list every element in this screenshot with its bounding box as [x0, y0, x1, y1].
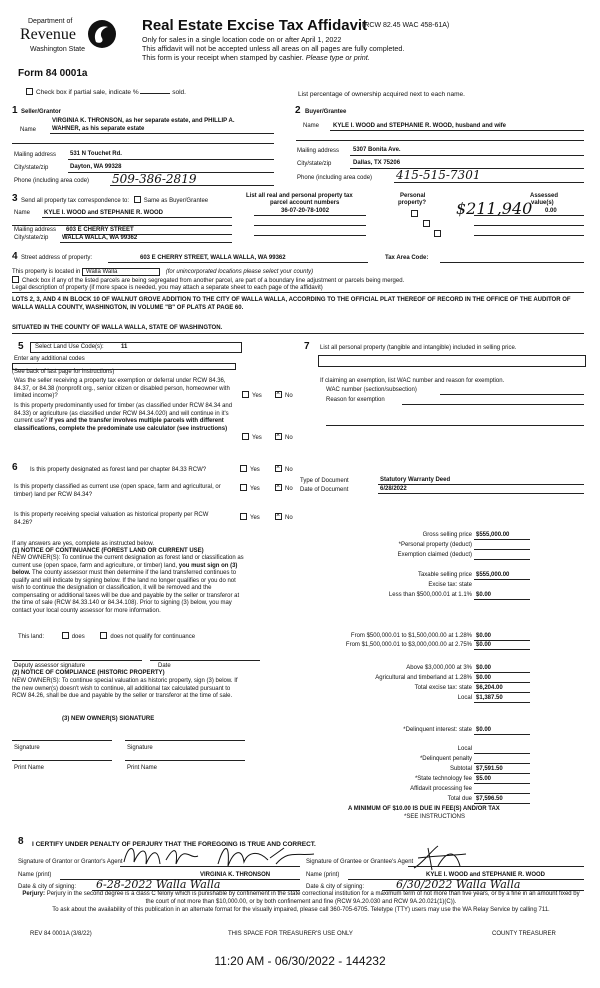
exemption-wac-heading: If claiming an exemption, list WAC number and reason for exemption. [320, 378, 505, 384]
owner-print-label-1: Print Name [14, 765, 45, 771]
if-yes-instruction: If any answers are yes, complete as instructed below. [12, 541, 155, 547]
taxable-underline [474, 579, 530, 580]
technology-fee-value[interactable]: $5.00 [476, 776, 492, 782]
seller-extra-line-1 [12, 143, 274, 144]
perjury-bold: Perjury: [22, 891, 46, 897]
tax-calculation [280, 530, 584, 830]
forest-yes [240, 466, 260, 473]
notice-continuance-text-2: The county assessor must then determine if the land transferred continues to qualify and will indicate by signing below. If the land no longer qualifies or you do not wish to continue the designation or classification, it will be removed and the compensating or additional taxes will be due and payable by the seller or transferor at the time of sale (RCW 84.33.140 or 84.34.108). Prior to signing (3) below, you may contact your local county assessor for more information. [12, 570, 240, 614]
correspondence-row [21, 197, 208, 204]
segregated-parcels-checkbox[interactable] [12, 276, 19, 283]
tier-4-label: Above $3,000,000 at 3% [406, 665, 472, 671]
forest-land-question: Is this property designated as forest land per chapter 84.33 RCW? [30, 467, 207, 473]
personal-checkbox-1[interactable] [411, 210, 418, 217]
seller-mailing-underline [68, 159, 274, 160]
technology-fee-underline [474, 783, 530, 784]
partial-sale-row [26, 89, 186, 96]
interest-state-underline [474, 734, 530, 735]
correspondence-city-label: City/state/zip [14, 235, 49, 241]
exemption-yes-label: Yes [252, 393, 262, 400]
exemption-yes [242, 392, 262, 399]
tax-area-code-underline [440, 262, 584, 263]
type-of-document-label: Type of Document [300, 478, 349, 484]
owner-signature-label-1: Signature [14, 745, 40, 751]
seller-name-label: Name [20, 127, 37, 133]
parcel-line-3 [254, 235, 366, 236]
personal-heading-2: property? [398, 200, 427, 206]
current-use-yes-label: Yes [250, 486, 260, 493]
dor-logo [18, 16, 128, 64]
county-select[interactable]: Walla Walla [82, 268, 160, 276]
buyer-mailing-underline [350, 155, 584, 156]
grantor-date-city-value[interactable]: 6-28-2022 Walla Walla [96, 878, 221, 891]
grantee-date-city-label: Date & city of signing: [306, 884, 365, 890]
notice-compliance-title: (2) NOTICE OF COMPLIANCE (HISTORIC PROPERTY) [12, 670, 165, 676]
forest-yes-label: Yes [250, 467, 260, 474]
taxable-price-label: Taxable selling price [417, 572, 472, 578]
same-as-buyer-checkbox[interactable] [134, 196, 141, 203]
alternate-format-notice: To ask about the availability of this publication in an alternate format for the visually impaired, please call 360-705-6705. Teletype (TTY) users may use the WA Relay Service by calling 711. [52, 907, 550, 913]
logo-text-department: Department of [28, 18, 73, 25]
total-due-value[interactable]: $7,596.50 [476, 796, 503, 802]
partial-sale-checkbox[interactable] [26, 88, 33, 95]
located-in-label: This property is located in [12, 269, 81, 275]
forest-no [275, 466, 293, 473]
historical-question: Is this property receiving special valuation as historical property per RCW 84.26? [14, 512, 209, 526]
total-state-value[interactable]: $6,204.00 [476, 685, 503, 691]
segregated-parcels-row [12, 277, 404, 284]
forest-no-label: No [285, 467, 293, 474]
located-in-row [12, 268, 313, 276]
interest-state-label: *Delinquent interest: state [403, 727, 472, 733]
buyer-mailing-value[interactable]: 5307 Bonita Ave. [353, 147, 401, 153]
section-3-number: 3 [12, 193, 18, 204]
buyer-heading: Buyer/Grantee [305, 109, 347, 115]
form-subtitle-2: This affidavit will not be accepted unless all areas on all pages are fully completed. [142, 44, 405, 53]
timber-yes [242, 434, 262, 441]
penalty-label: *Delinquent penalty [419, 756, 472, 762]
deputy-date-label: Date [158, 663, 171, 669]
processing-fee-underline[interactable] [474, 793, 530, 794]
tier-4-underline [474, 672, 530, 673]
subtotal-label: Subtotal [449, 766, 472, 772]
seller-city-value[interactable]: Dayton, WA 99328 [70, 164, 122, 170]
local-tax-label: Local [457, 695, 472, 701]
correspondence-city-underline [60, 242, 232, 243]
form-rcw: (RCW 82.45 WAC 458-61A) [362, 22, 450, 29]
exemption-deduct-underline[interactable] [474, 559, 530, 560]
exemption-reason-label: Reason for exemption [326, 397, 385, 403]
seller-mailing-value[interactable]: 531 N Touchet Rd. [70, 151, 122, 157]
technology-fee-label: *State technology fee [414, 776, 472, 782]
treasurer-space-note: THIS SPACE FOR TREASURER'S USE ONLY [228, 931, 353, 937]
current-use-question: Is this property classified as current use (open space, farm and agricultural, or timber) land per RCW 84.34? [14, 484, 221, 498]
buyer-name-label: Name [303, 123, 320, 129]
tax-area-code-label: Tax Area Code: [385, 255, 429, 261]
correspondence-mailing-value[interactable]: 603 E CHERRY STREET [66, 227, 134, 233]
grantee-signature[interactable] [410, 842, 470, 872]
buyer-mailing-label: Mailing address [297, 148, 340, 154]
this-land-label: This land: [18, 634, 45, 641]
exemption-question: Was the seller receiving a property tax exemption or deferral under RCW 84.36, 84.37, or 84.38 (nonprofit org., senior citizen or disabled person, homeowner with limited income)? [14, 378, 230, 399]
tier-2-value[interactable]: $0.00 [476, 633, 492, 639]
current-use-no [275, 485, 293, 492]
timber-question [14, 403, 239, 433]
seller-heading: Seller/Grantor [21, 109, 62, 115]
grantor-signature-label: Signature of Grantor or Grantor's Agent [18, 859, 123, 865]
exemption-deduct-label: Exemption claimed (deduct) [397, 552, 472, 558]
section-1-number: 1 [12, 105, 18, 116]
section-4-number: 4 [12, 251, 18, 262]
taxable-price-value[interactable]: $555,000.00 [476, 572, 510, 578]
dor-swirl-icon [86, 18, 118, 50]
street-address-label: Street address of property: [21, 255, 93, 261]
excise-state-label: Excise tax: state [428, 582, 472, 588]
assessed-line-1 [474, 215, 584, 216]
see-back-note: (See back of last page for instructions) [12, 369, 115, 375]
personal-checkbox-2[interactable] [423, 220, 430, 227]
interest-state-value[interactable]: $0.00 [476, 727, 492, 733]
certify-statement: I CERTIFY UNDER PENALTY OF PERJURY THAT THE FOREGOING IS TRUE AND CORRECT. [32, 841, 316, 848]
total-state-label: Total excise tax: state [414, 685, 472, 691]
tier-1-value[interactable]: $0.00 [476, 592, 492, 598]
timber-question-note: If yes and the transfer involves multiple parcels with different classifications, complete the predominate use calculator (see instructions) [14, 418, 228, 432]
grantee-signature-label: Signature of Grantee or Grantee's Agent [306, 859, 414, 865]
buyer-name-underline [330, 130, 584, 131]
owner-signature-line-2[interactable] [125, 740, 245, 741]
grantee-name-print-label: Name (print) [306, 872, 340, 878]
deputy-signature-line[interactable] [12, 660, 142, 661]
perjury-text: Perjury in the second degree is a class C felony which is punishable by confinement in the state correctional institution for a maximum term of not more than five years, or by a fine in an amount fixed by the court of not more than $10,000.00, or by both confinement and fine (RCW 9A.20.030 and RCW 9A.20.021(1)(C)). [46, 891, 580, 905]
interest-local-label: Local [457, 746, 472, 752]
notice-continuance-title: (1) NOTICE OF CONTINUANCE (FOREST LAND OR CURRENT USE) [12, 548, 204, 554]
grantee-name-print-value[interactable]: KYLE I. WOOD and STEPHANIE R. WOOD [426, 872, 546, 878]
gross-underline [474, 539, 530, 540]
historical-yes-label: Yes [250, 515, 260, 522]
correspondence-city-value[interactable]: WALLA WALLA, WA 99362 [62, 235, 138, 241]
parcel-number-1[interactable]: 36-07-20-78-1002 [281, 208, 330, 214]
exemption-no [275, 392, 293, 399]
gross-price-label: Gross selling price [422, 532, 472, 538]
historical-yes-checkbox[interactable] [240, 513, 247, 520]
subtotal-underline [474, 773, 530, 774]
partial-sale-sold-text: sold. [172, 89, 186, 97]
historical-yes [240, 514, 260, 521]
buyer-city-value[interactable]: Dallas, TX 75206 [353, 160, 401, 166]
current-use-yes [240, 485, 260, 492]
parcel-heading-1: List all real and personal property tax [246, 193, 353, 199]
owner-signature-label-2: Signature [127, 745, 153, 751]
exemption-no-checkbox[interactable] [275, 391, 282, 398]
assessed-handwritten-value: $211,940 [456, 199, 533, 218]
historical-no [275, 514, 293, 521]
grantor-date-city-label: Date & city of signing: [18, 884, 77, 890]
see-instructions-note: *SEE INSTRUCTIONS [404, 814, 466, 820]
tier-3-label: From $1,500,000.01 to $3,000,000.00 at 2.75% [345, 642, 472, 648]
exemption-reason-underline[interactable] [402, 404, 584, 405]
street-address-underline [108, 262, 368, 263]
land-use-select[interactable] [30, 342, 242, 353]
total-due-underline [474, 803, 530, 804]
legal-bottom-line [12, 333, 584, 334]
notice-continuance-bold: you must sign on (3) below. [12, 562, 238, 576]
notice-compliance-body: NEW OWNER(S): To continue special valuation as historic property, sign (3) below. If the new owner(s) doesn't wish to continue, all additional tax calculated pursuant to RCW 84.26, shall be due and payable by the seller or transferor at the time of sale. [12, 678, 238, 699]
personal-property-heading: List all personal property (tangible and intangible) included in selling price. [320, 345, 517, 351]
street-address-value[interactable]: 603 E CHERRY STREET, WALLA WALLA, WA 99362 [140, 255, 286, 261]
land-does-checkbox[interactable] [62, 632, 69, 639]
section-7-number: 7 [304, 341, 310, 352]
total-due-label: Total due [447, 796, 472, 802]
buyer-phone-underline [394, 182, 584, 183]
notice-continuance-text-1: NEW OWNER(S): To continue the current designation as forest land or classification as current use (open space, farm and agriculture, or timber) land, [12, 555, 244, 569]
type-of-document-underline [378, 484, 584, 485]
owner-print-label-2: Print Name [127, 765, 158, 771]
current-use-yes-checkbox[interactable] [240, 484, 247, 491]
correspondence-name-value[interactable]: KYLE I. WOOD and STEPHANIE R. WOOD [44, 210, 164, 216]
assessed-value-1[interactable]: 0.00 [545, 208, 557, 214]
current-use-no-checkbox[interactable] [275, 484, 282, 491]
buyer-name-value[interactable]: KYLE I. WOOD and STEPHANIE R. WOOD, husband and wife [333, 123, 507, 129]
wac-number-label: WAC number (section/subsection) [326, 387, 417, 393]
segregated-parcels-text: Check box if any of the listed parcels are being segregated from another parcel, are part of a boundary line adjustment or parcels being merged. [22, 278, 405, 285]
subtotal-value[interactable]: $7,591.50 [476, 766, 503, 772]
section-5-number: 5 [18, 341, 24, 352]
seller-city-label: City/state/zip [14, 165, 49, 171]
timber-question-text: Is this property predominantly used for timber (as classified under RCW 84.34 and 84.33) or agriculture (as classified under RCW 84.34.020) and will continue in it's current use? [14, 403, 233, 424]
form-subtitle-3 [142, 53, 370, 62]
local-tax-value[interactable]: $1,387.50 [476, 695, 503, 701]
historical-no-checkbox[interactable] [275, 513, 282, 520]
timber-no-checkbox[interactable] [275, 433, 282, 440]
tier-3-underline [474, 649, 530, 650]
date-of-document-underline [378, 493, 584, 494]
this-land-row [18, 633, 195, 640]
land-does-not-checkbox[interactable] [100, 632, 107, 639]
grantor-name-print-label: Name (print) [18, 872, 52, 878]
tier-4-value[interactable]: $0.00 [476, 665, 492, 671]
ownership-note: List percentage of ownership acquired next to each name. [298, 91, 465, 98]
personal-deduct-underline[interactable] [474, 549, 530, 550]
grantor-signature-line [120, 866, 300, 867]
additional-codes-label: Enter any additional codes [14, 356, 85, 362]
legal-description-label: Legal description of property (if more space is needed, you may attach a separate sheet to each page of the affidavit) [12, 285, 323, 291]
logo-text-state: Washington State [30, 46, 85, 53]
assessed-line-3 [474, 235, 584, 236]
correspondence-heading: Send all property tax correspondence to: [21, 198, 130, 205]
timber-no-label: No [285, 435, 293, 442]
deputy-signature-label: Deputy assessor signature [14, 663, 86, 669]
tier-5-underline [474, 682, 530, 683]
personal-deduct-label: *Personal property (deduct) [398, 542, 472, 548]
processing-fee-label: Affidavit processing fee [410, 786, 472, 792]
buyer-extra-line-1 [296, 140, 584, 141]
exemption-yes-checkbox[interactable] [242, 391, 249, 398]
seller-phone-underline [110, 185, 274, 186]
seller-name-line-2[interactable]: WAHNER, as his separate estate [52, 126, 145, 132]
county-treasurer-label: COUNTY TREASURER [492, 931, 556, 937]
cashier-stamp: 11:20 AM - 06/30/2022 - 144232 [214, 954, 386, 968]
gross-price-value[interactable]: $555,000.00 [476, 532, 510, 538]
owner-print-line-2[interactable] [125, 760, 245, 761]
same-as-buyer-label: Same as Buyer/Grantee [143, 198, 209, 205]
seller-name-line-1[interactable]: VIRGINIA K. THRONSON, as her separate estate, and PHILLIP A. [52, 118, 235, 124]
partial-sale-percent-field[interactable] [140, 93, 170, 94]
partial-sale-text: Check box if partial sale, indicate % [36, 89, 139, 97]
assessed-line-2 [474, 225, 584, 226]
minimum-due-note: A MINIMUM OF $10.00 IS DUE IN FEE(S) AND/OR TAX [348, 806, 500, 812]
personal-property-input[interactable] [318, 355, 586, 367]
owner-print-line-1[interactable] [12, 760, 112, 761]
legal-description-situated[interactable]: SITUATED IN THE COUNTY OF WALLA WALLA, STATE OF WASHINGTON. [12, 325, 223, 331]
tier-3-value[interactable]: $0.00 [476, 642, 492, 648]
tier-2-underline [474, 640, 530, 641]
deputy-date-line[interactable] [150, 660, 260, 661]
tier-1-label: Less than $500,000.01 at 1.1% [388, 592, 472, 598]
section-8-number: 8 [18, 836, 24, 847]
correspondence-mailing-label: Mailing address [14, 227, 57, 233]
located-in-note: (for unincorporated locations please select your county) [165, 269, 314, 275]
assessed-heading-2: value(s) [531, 200, 554, 206]
tier-2-label: From $500,000.01 to $1,500,000.00 at 1.28% [350, 633, 472, 639]
tier-5-label: Agricultural and timberland at 1.28% [375, 675, 472, 681]
correspondence-extra-line [12, 225, 232, 226]
parcel-line-2 [254, 225, 366, 226]
date-of-document-label: Date of Document [300, 487, 349, 493]
perjury-notice [18, 891, 584, 906]
form-title: Real Estate Excise Tax Affidavit [142, 17, 368, 34]
parcel-line-1 [254, 215, 366, 216]
section-6-number: 6 [12, 462, 18, 473]
type-of-document-value[interactable]: Statutory Warranty Deed [380, 477, 451, 483]
timber-no [275, 434, 293, 441]
assessed-heading-1: Assessed [530, 193, 559, 199]
date-of-document-value[interactable]: 6/28/2022 [380, 486, 407, 492]
land-use-select-label: Select Land Use Code(s): [35, 344, 104, 350]
total-state-underline [474, 692, 530, 693]
notice-continuance-body [12, 555, 244, 615]
parcel-heading-2: parcel account numbers [270, 200, 340, 206]
current-use-no-label: No [285, 486, 293, 493]
form-subtitle-1: Only for sales in a single location code on or after April 1, 2022 [142, 35, 342, 44]
historical-no-label: No [285, 515, 293, 522]
land-use-code-value: 11 [121, 344, 128, 350]
personal-checkbox-3[interactable] [434, 230, 441, 237]
forest-yes-checkbox[interactable] [240, 465, 247, 472]
form-print-note: Please type or print. [305, 53, 370, 62]
timber-yes-checkbox[interactable] [242, 433, 249, 440]
buyer-city-label: City/state/zip [297, 161, 332, 167]
seller-mailing-label: Mailing address [14, 152, 57, 158]
wac-number-underline[interactable] [440, 394, 584, 395]
local-tax-underline [474, 702, 530, 703]
personal-heading-1: Personal [400, 193, 426, 199]
seller-phone-label: Phone (including area code) [14, 178, 90, 184]
exemption-no-label: No [285, 393, 293, 400]
logo-text-revenue: Revenue [20, 26, 76, 43]
tier-5-value[interactable]: $0.00 [476, 675, 492, 681]
buyer-phone-label: Phone (including area code) [297, 175, 373, 181]
timber-yes-label: Yes [252, 435, 262, 442]
grantee-date-city-value[interactable]: 6/30/2022 Walla Walla [396, 878, 521, 891]
seller-name-underline [50, 133, 274, 134]
interest-local-underline[interactable] [474, 753, 530, 754]
forest-no-checkbox[interactable] [275, 465, 282, 472]
form-receipt-note: This form is your receipt when stamped by cashier. [142, 53, 304, 62]
form-number: Form 84 0001a [18, 68, 88, 79]
owner-signature-line-1[interactable] [12, 740, 112, 741]
legal-description-text[interactable]: LOTS 2, 3, AND 4 IN BLOCK 10 OF WALNUT GROVE ADDITION TO THE CITY OF WALLA WALLA, ACCORDING TO THE OFFICIAL PLAT THEREOF OF RECORD IN THE OFFICE OF THE AUDITOR OF WALLA WALLA COUNTY, WASHINGTON, IN VOLUME "B" OF PLATS AT PAGE 60. [12, 297, 571, 311]
correspondence-name-underline [42, 217, 232, 218]
tier-1-underline [474, 599, 530, 600]
seller-phone-value[interactable]: 509-386-2819 [112, 172, 197, 186]
grantee-signature-line [408, 866, 584, 867]
land-does-not-label: does not qualify for continuance [110, 634, 196, 641]
legal-top-line [12, 292, 584, 293]
revision-number: REV 84 0001A (3/8/22) [30, 931, 92, 937]
buyer-phone-value[interactable]: 415-515-7301 [396, 168, 481, 182]
grantor-name-print-value[interactable]: VIRGINIA K. THRONSON [200, 872, 271, 878]
exemption-reason-line-2[interactable] [326, 425, 584, 426]
section-2-number: 2 [295, 105, 301, 116]
land-does-label: does [71, 634, 85, 641]
penalty-underline[interactable] [474, 763, 530, 764]
new-owner-signature-title: (3) NEW OWNER(S) SIGNATURE [62, 716, 155, 722]
correspondence-name-label: Name [14, 210, 31, 216]
